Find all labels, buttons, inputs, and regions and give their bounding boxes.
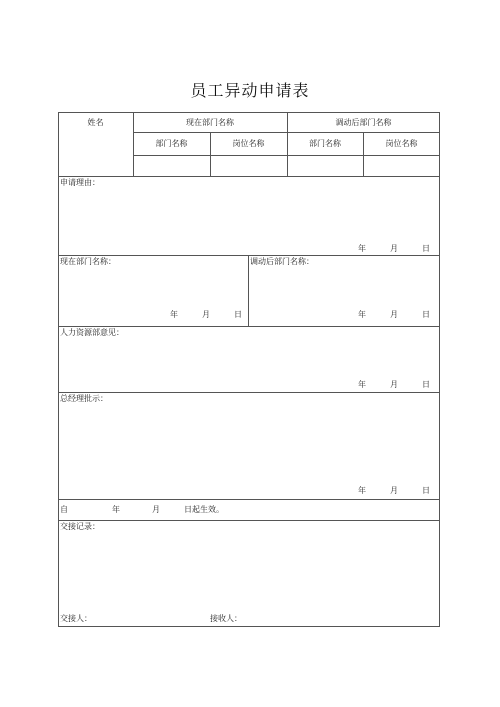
border-right — [439, 112, 440, 627]
effective-from: 自 — [60, 505, 68, 514]
new-position-label: 岗位名称 — [385, 139, 418, 148]
new-dept-opinion-label: 调动后部门名称： — [250, 257, 314, 266]
handover-person-label: 交接人： — [60, 614, 92, 623]
effective-year: 年 — [112, 505, 120, 514]
border-left — [58, 112, 59, 627]
gm-instruction-label: 总经理批示： — [60, 394, 108, 403]
header-bottom — [58, 176, 440, 177]
effective-month: 月 — [152, 505, 160, 514]
gm-bottom — [58, 499, 440, 500]
current-dept-name-label: 部门名称 — [155, 139, 188, 148]
transfer-form: 姓名 现在部门名称 调动后部门名称 部门名称 岗位名称 部门名称 岗位名称 申请理由： 年 月 日 现在部门名称： 调动后部门名称： 年 月 日 年 月 日 人力资源部意见： 年 月 日 总经理批示： 年 月 日 自 年 月 日起生效。 交接记录： 交接人： 接收人： — [58, 112, 440, 627]
border-top — [58, 112, 440, 113]
reason-bottom — [58, 255, 440, 256]
border-bottom — [58, 626, 440, 627]
hr-opinion-label: 人力资源部意见： — [60, 328, 124, 337]
form-title: 员工异动申请表 — [190, 81, 310, 100]
receiver-label: 接收人： — [210, 614, 242, 623]
opinion-divider — [248, 255, 249, 326]
name-label: 姓名 — [87, 118, 104, 127]
current-position-label: 岗位名称 — [232, 139, 265, 148]
effective-bottom — [58, 520, 440, 521]
handover-label: 交接记录： — [60, 522, 100, 531]
effective-suffix: 日起生效。 — [184, 505, 224, 514]
new-dept-name-label: 部门名称 — [309, 139, 341, 148]
header-value-divider — [133, 155, 440, 156]
current-dept-header: 现在部门名称 — [186, 118, 234, 127]
opinion-bottom — [58, 326, 440, 327]
new-dept-header: 调动后部门名称 — [335, 118, 392, 127]
hr-bottom — [58, 392, 440, 393]
reason-label: 申请理由： — [60, 178, 100, 187]
current-dept-opinion-label: 现在部门名称： — [60, 257, 116, 266]
